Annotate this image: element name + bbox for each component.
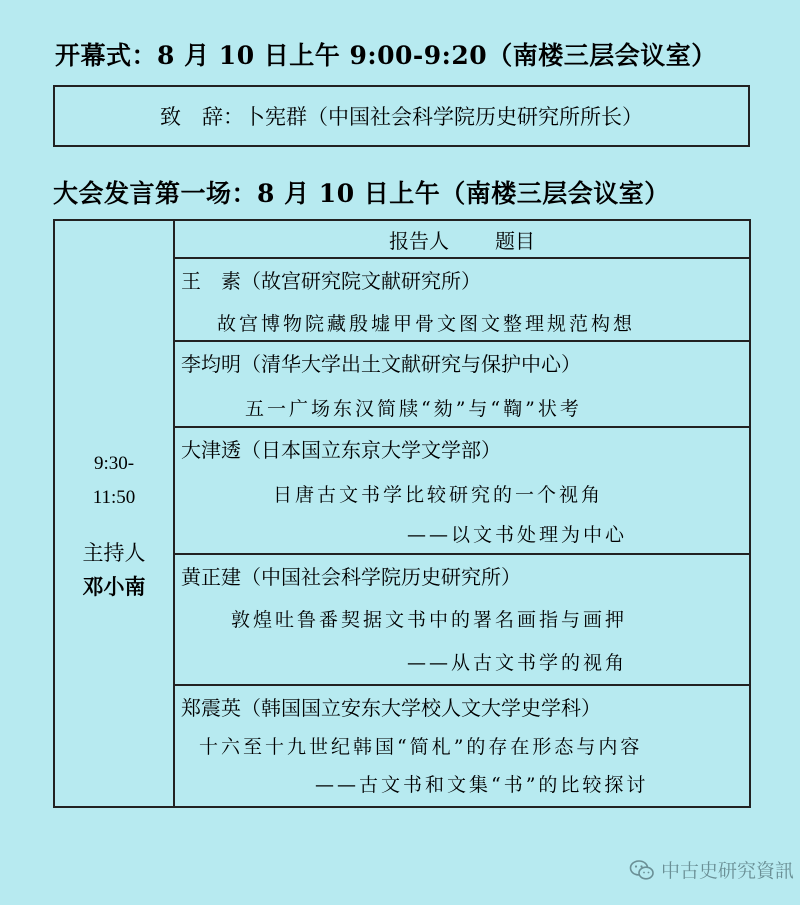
talk-speaker: 黄正建（中国社会科学院历史研究所）	[181, 565, 521, 589]
talk-title: 五一广场东汉简牍“劾”与“鞫”状考	[245, 398, 582, 420]
opening-speech-box	[53, 85, 750, 147]
session-time-end: 11:50	[92, 486, 136, 508]
talk-row	[175, 428, 749, 555]
talk-title: 日唐古文书学比较研究的一个视角	[273, 484, 604, 506]
talk-row	[175, 259, 749, 342]
header-reporter: 报告人	[389, 228, 449, 253]
watermark	[629, 856, 794, 883]
table-header	[175, 221, 749, 259]
talk-title: 故宫博物院藏殷墟甲骨文图文整理规范构想	[217, 313, 636, 335]
talks-column	[175, 221, 749, 806]
host-name: 邓小南	[82, 573, 146, 599]
talk-speaker: 李均明（清华大学出土文献研究与保护中心）	[181, 352, 581, 376]
watermark-text: 中古史研究資訊	[660, 860, 794, 882]
talk-title: 十六至十九世纪韩国“简札”的存在形态与内容	[199, 736, 643, 758]
talk-row	[175, 555, 749, 686]
opening-heading: 开幕式：8 月 10 日上午 9:00-9:20（南楼三层会议室）	[55, 41, 717, 70]
time-host-cell	[55, 221, 175, 806]
header-topic: 题目	[495, 228, 535, 253]
session-heading: 大会发言第一场：8 月 10 日上午（南楼三层会议室）	[53, 179, 670, 208]
talk-subtitle: ——从古文书学的视角	[407, 652, 628, 674]
talk-subtitle: ——以文书处理为中心	[407, 524, 628, 546]
host-label: 主持人	[82, 540, 146, 565]
talk-speaker: 王 素（故宫研究院文献研究所）	[181, 269, 481, 293]
talk-row	[175, 686, 749, 806]
wechat-icon	[629, 857, 655, 883]
talk-row	[175, 342, 749, 428]
opening-speech: 致 辞：卜宪群（中国社会科学院历史研究所所长）	[160, 105, 643, 129]
talk-title: 敦煌吐鲁番契据文书中的署名画指与画押	[231, 609, 628, 631]
session-time-start: 9:30-	[93, 452, 135, 474]
talk-subtitle: ——古文书和文集“书”的比较探讨	[315, 774, 649, 796]
schedule-table	[53, 219, 751, 808]
talk-speaker: 郑震英（韩国国立安东大学校人文大学史学科）	[181, 696, 601, 720]
talk-speaker: 大津透（日本国立东京大学文学部）	[181, 438, 501, 462]
